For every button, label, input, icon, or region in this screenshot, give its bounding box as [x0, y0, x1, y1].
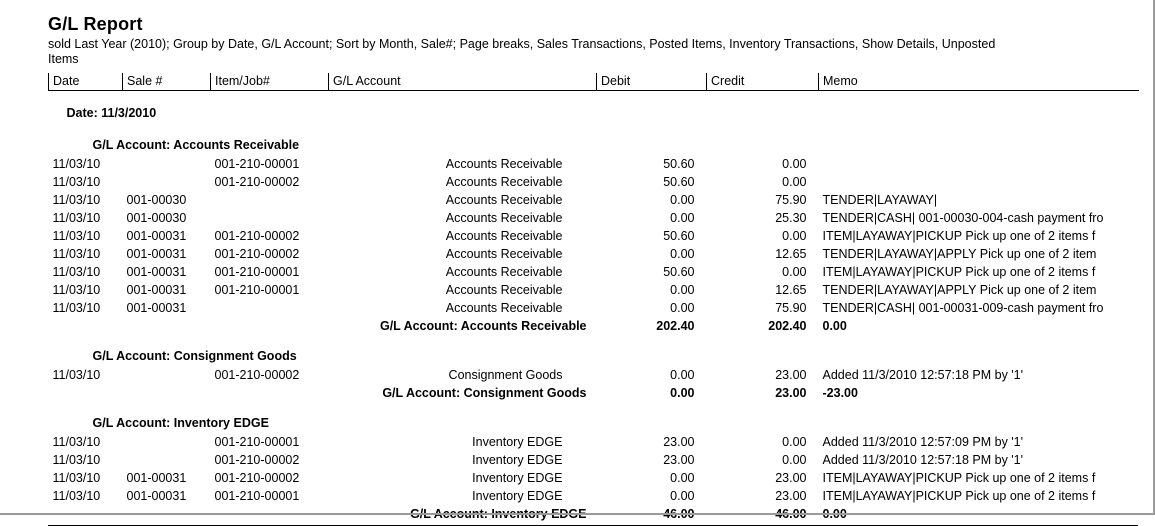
cell-sale: 001-00030 — [126, 211, 187, 225]
table-body — [49, 91, 1139, 524]
gl-report-table — [48, 73, 1139, 523]
cell-date: 11/03/10 — [52, 283, 101, 297]
cell-date: 11/03/10 — [52, 157, 101, 171]
cell-date: 11/03/10 — [52, 489, 101, 503]
cell-credit: 12.65 — [775, 247, 807, 261]
cell-memo: TENDER|CASH| 001-00031-009-cash payment fro — [822, 301, 1104, 315]
cell-memo: ITEM|LAYAWAY|PICKUP Pick up one of 2 items f — [822, 471, 1096, 485]
total-debit: 202.40 — [656, 319, 695, 333]
report-criteria-text: sold Last Year (2010); Group by Date, G/L Account; Sort by Month, Sale#; Page breaks, Sales Transactions, Posted Items, Inventory Transactions, Show Details, Unposted Items — [48, 37, 996, 66]
cell-date: 11/03/10 — [52, 453, 101, 467]
cell-credit: 75.90 — [775, 193, 807, 207]
cell-credit: 0.00 — [782, 453, 807, 467]
table-row — [49, 173, 1139, 191]
spacer-row — [49, 124, 1139, 135]
cell-date: 11/03/10 — [52, 435, 101, 449]
cell-item — [211, 209, 329, 227]
total-credit: 23.00 — [775, 386, 807, 400]
total-debit: 0.00 — [670, 386, 695, 400]
column-header-date: Date — [49, 73, 123, 91]
cell-item: 001-210-00002 — [214, 175, 300, 189]
account-group-header — [49, 413, 1139, 433]
cell-debit: 23.00 — [663, 453, 695, 467]
cell-item: 001-210-00001 — [214, 489, 300, 503]
cell-item: 001-210-00002 — [214, 471, 300, 485]
total-label: G/L Account: Inventory EDGE — [410, 507, 587, 521]
cell-item: 001-210-00002 — [214, 368, 300, 382]
spacer-row — [49, 91, 1139, 103]
cell-date: 11/03/10 — [52, 368, 101, 382]
total-net: -23.00 — [822, 386, 858, 400]
column-header-sale: Sale # — [123, 73, 211, 91]
cell-credit: 75.90 — [775, 301, 807, 315]
cell-account: Accounts Receivable — [445, 265, 563, 279]
cell-debit: 0.00 — [670, 489, 695, 503]
cell-debit: 50.60 — [663, 175, 695, 189]
column-header-item: Item/Job# — [211, 73, 329, 91]
cell-account: Accounts Receivable — [445, 175, 563, 189]
account-group-header — [49, 346, 1139, 366]
account-group-header — [49, 135, 1139, 155]
table-row — [49, 299, 1139, 317]
total-label: G/L Account: Consignment Goods — [382, 386, 587, 400]
cell-account: Accounts Receivable — [445, 247, 563, 261]
cell-debit: 50.60 — [663, 157, 695, 171]
account-group-total-row — [49, 384, 1139, 402]
cell-memo: Added 11/3/2010 12:57:09 PM by '1' — [822, 435, 1024, 449]
cell-account: Accounts Receivable — [445, 157, 563, 171]
cell-credit: 12.65 — [775, 283, 807, 297]
cell-credit: 0.00 — [782, 435, 807, 449]
table-row — [49, 487, 1139, 505]
cell-debit: 0.00 — [670, 283, 695, 297]
cell-credit: 0.00 — [782, 157, 807, 171]
cell-memo: TENDER|LAYAWAY|APPLY Pick up one of 2 item — [822, 247, 1097, 261]
cell-debit: 0.00 — [670, 247, 695, 261]
cell-credit: 0.00 — [782, 175, 807, 189]
cell-account: Accounts Receivable — [445, 211, 563, 225]
cell-account: Accounts Receivable — [445, 193, 563, 207]
total-credit: 202.40 — [768, 319, 807, 333]
spacer-row — [49, 402, 1139, 413]
page-title: G/L Report — [48, 14, 143, 34]
column-header-account: G/L Account — [329, 73, 597, 91]
cell-item: 001-210-00002 — [214, 453, 300, 467]
cell-credit: 23.00 — [775, 489, 807, 503]
cell-debit: 23.00 — [663, 435, 695, 449]
cell-sale: 001-00031 — [126, 471, 187, 485]
cell-item — [211, 191, 329, 209]
cell-account: Accounts Receivable — [445, 301, 563, 315]
cell-account: Consignment Goods — [448, 368, 563, 382]
table-row — [49, 451, 1139, 469]
total-label: G/L Account: Accounts Receivable — [379, 319, 587, 333]
cell-memo: ITEM|LAYAWAY|PICKUP Pick up one of 2 items f — [822, 489, 1096, 503]
cell-debit: 0.00 — [670, 301, 695, 315]
cell-date: 11/03/10 — [52, 265, 101, 279]
cell-sale: 001-00031 — [126, 247, 187, 261]
table-row — [49, 366, 1139, 384]
cell-date: 11/03/10 — [52, 301, 101, 315]
cell-item: 001-210-00001 — [214, 435, 300, 449]
cell-memo: TENDER|CASH| 001-00030-004-cash payment fro — [822, 211, 1104, 225]
cell-sale: 001-00031 — [126, 229, 187, 243]
cell-debit: 0.00 — [670, 368, 695, 382]
cell-debit: 50.60 — [663, 265, 695, 279]
date-group-label: Date: 11/3/2010 — [66, 106, 157, 120]
cell-item: 001-210-00001 — [214, 157, 300, 171]
total-net: 0.00 — [822, 507, 847, 521]
table-row — [49, 469, 1139, 487]
cell-credit: 25.30 — [775, 211, 807, 225]
cell-date: 11/03/10 — [52, 211, 101, 225]
account-group-label: G/L Account: Inventory EDGE — [92, 416, 269, 430]
cell-item: 001-210-00002 — [214, 229, 300, 243]
cell-sale: 001-00031 — [126, 265, 187, 279]
cell-sale — [123, 451, 211, 469]
cell-date: 11/03/10 — [52, 247, 101, 261]
account-group-label: G/L Account: Consignment Goods — [92, 349, 297, 363]
cell-memo — [819, 155, 1139, 173]
cell-memo: Added 11/3/2010 12:57:18 PM by '1' — [822, 368, 1024, 382]
cell-debit: 0.00 — [670, 211, 695, 225]
table-row — [49, 155, 1139, 173]
table-row — [49, 227, 1139, 245]
cell-debit: 50.60 — [663, 229, 695, 243]
cell-account: Inventory EDGE — [472, 489, 563, 503]
cell-credit: 23.00 — [775, 368, 807, 382]
cell-sale: 001-00031 — [126, 283, 187, 297]
cell-account: Inventory EDGE — [472, 471, 563, 485]
cell-sale: 001-00031 — [126, 301, 187, 315]
cell-item: 001-210-00001 — [214, 265, 300, 279]
cell-memo: ITEM|LAYAWAY|PICKUP Pick up one of 2 items f — [822, 229, 1096, 243]
cell-memo: TENDER|LAYAWAY|APPLY Pick up one of 2 item — [822, 283, 1097, 297]
cell-credit: 23.00 — [775, 471, 807, 485]
cell-account: Inventory EDGE — [472, 435, 563, 449]
cell-sale — [123, 173, 211, 191]
total-credit: 46.00 — [775, 507, 807, 521]
date-group-header — [49, 102, 1139, 124]
total-debit: 46.00 — [663, 507, 695, 521]
cell-sale: 001-00030 — [126, 193, 187, 207]
total-net: 0.00 — [822, 319, 847, 333]
cell-date: 11/03/10 — [52, 471, 101, 485]
table-row — [49, 209, 1139, 227]
account-group-label: G/L Account: Accounts Receivable — [92, 138, 300, 152]
cell-credit: 0.00 — [782, 229, 807, 243]
cell-account: Inventory EDGE — [472, 453, 563, 467]
table-header — [49, 73, 1139, 91]
table-row — [49, 245, 1139, 263]
cell-date: 11/03/10 — [52, 175, 101, 189]
table-row — [49, 263, 1139, 281]
cell-sale — [123, 366, 211, 384]
cell-memo: TENDER|LAYAWAY| — [822, 193, 938, 207]
cell-memo — [819, 173, 1139, 191]
column-header-memo: Memo — [819, 73, 1139, 91]
cell-debit: 0.00 — [670, 471, 695, 485]
cell-sale — [123, 155, 211, 173]
table-row — [49, 281, 1139, 299]
cell-debit: 0.00 — [670, 193, 695, 207]
cell-date: 11/03/10 — [52, 229, 101, 243]
spacer-row — [49, 335, 1139, 346]
cell-item: 001-210-00002 — [214, 247, 300, 261]
column-header-credit: Credit — [707, 73, 819, 91]
cell-sale: 001-00031 — [126, 489, 187, 503]
cell-date: 11/03/10 — [52, 193, 101, 207]
account-group-total-row — [49, 505, 1139, 523]
cell-memo: Added 11/3/2010 12:57:18 PM by '1' — [822, 453, 1024, 467]
table-row — [49, 433, 1139, 451]
cell-account: Accounts Receivable — [445, 283, 563, 297]
column-header-debit: Debit — [597, 73, 707, 91]
cell-sale — [123, 433, 211, 451]
table-row — [49, 191, 1139, 209]
cell-account: Accounts Receivable — [445, 229, 563, 243]
cell-item: 001-210-00001 — [214, 283, 300, 297]
cell-credit: 0.00 — [782, 265, 807, 279]
cell-memo: ITEM|LAYAWAY|PICKUP Pick up one of 2 items f — [822, 265, 1096, 279]
cell-item — [211, 299, 329, 317]
account-group-total-row — [49, 317, 1139, 335]
